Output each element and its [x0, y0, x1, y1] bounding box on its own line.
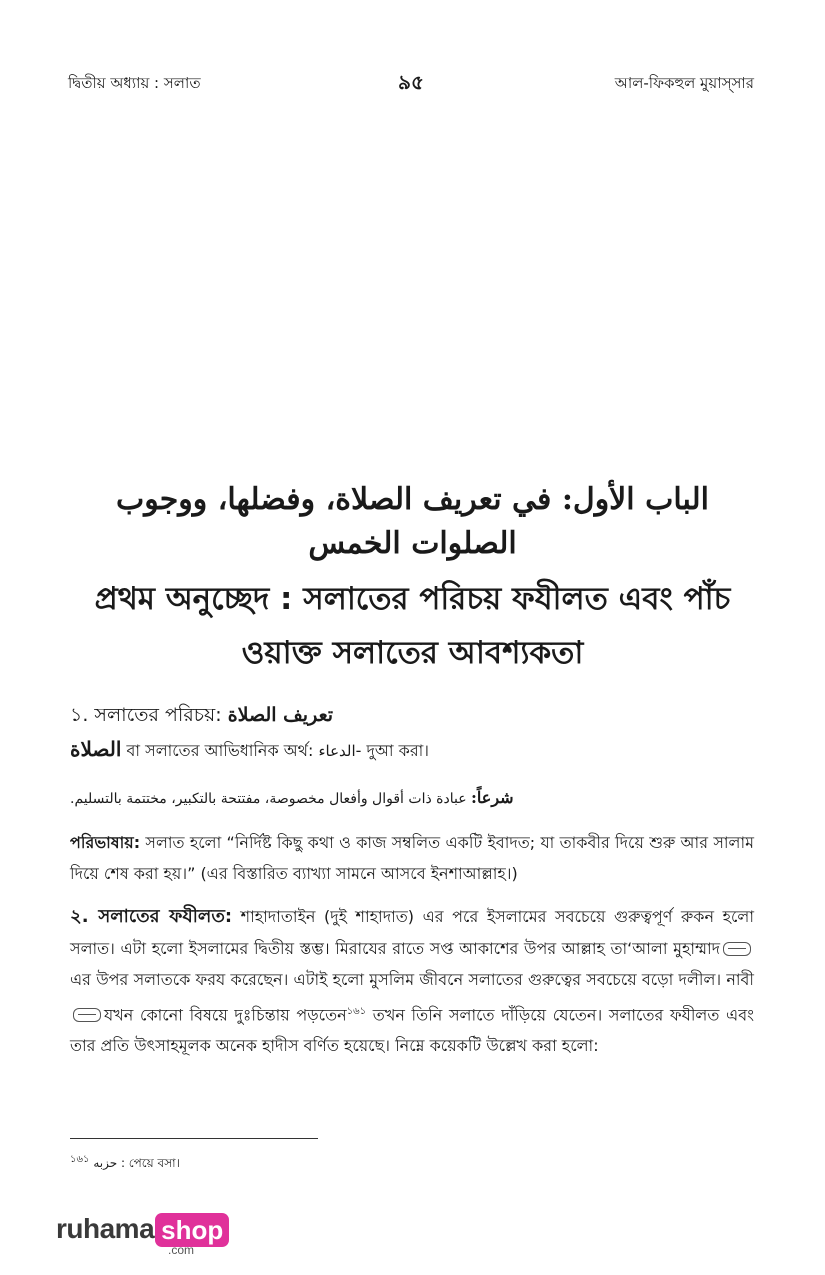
- page-number: ৯৫: [398, 70, 424, 94]
- body-text: [70, 700, 754, 1062]
- virtue-text-3: যখন কোনো বিষয়ে দুঃচিন্তায় পড়তেন: [104, 1004, 347, 1024]
- ruhamashop-logo[interactable]: [56, 1213, 229, 1263]
- virtue-text-2: এর উপর সলাতকে ফরয করেছেন। এটাই হলো মুসলিম জীবনে সলাতের গুরুত্বের সবচেয়ে বড়ো দলীল। নাবী: [70, 970, 754, 989]
- lexical-text: বা সলাতের আভিধানিক অর্থ:: [121, 741, 319, 760]
- subsection-title: [70, 700, 754, 730]
- subsection-title-bn: ১. সলাতের পরিচয়:: [70, 704, 222, 726]
- salawat-icon: [73, 1008, 101, 1022]
- logo-text-ruhama: ruhama: [56, 1213, 155, 1244]
- logo-text-shop: shop: [155, 1213, 229, 1247]
- logo-text-com: .com: [168, 1243, 195, 1257]
- subsection-title-ar: تعريف الصلاة: [227, 704, 334, 726]
- footnote-text: : পেয়ে বসা।: [117, 1156, 180, 1170]
- shara-definition: [70, 784, 754, 813]
- footnote-ref[interactable]: ১৬১: [346, 1005, 367, 1017]
- page-header: [68, 66, 754, 96]
- chapter-title: দ্বিতীয় অধ্যায় : সলাত: [68, 74, 201, 92]
- heading-bengali-line2: ওয়াক্ত সলাতের আবশ্যকতা: [241, 635, 584, 671]
- heading-bengali: [60, 572, 765, 680]
- lexical-arabic-meaning: الدعاء: [318, 742, 356, 760]
- heading-bengali-line1: প্রথম অনুচ্ছেদ : সলাতের পরিচয় ফযীলত এবং পাঁচ: [94, 581, 731, 617]
- footnote-number: ১৬১: [70, 1154, 90, 1165]
- virtue-paragraph: [70, 901, 754, 1062]
- shara-text: عبادة ذات أقوال وأفعال مخصوصة، مفتتحة بالتكبير، مختتمة بالتسليم.: [70, 791, 472, 807]
- lexical-meaning: [70, 734, 754, 766]
- virtue-text-4: তখন তিনি সলাতে দাঁড়িয়ে যেতেন। সলাতের ফযীলত এবং তার প্রতি উৎসাহমূলক অনেক হাদীস বর্ণিত হয়েছে। নিম্নে কয়েকটি উল্লেখ করা হলো:: [70, 1004, 755, 1056]
- footnote-arabic: حزبه: [93, 1156, 118, 1170]
- definition-label: পরিভাষায়:: [70, 833, 141, 852]
- salawat-icon: [723, 942, 751, 956]
- definition-text: সলাত হলো “নির্দিষ্ট কিছু কথা ও কাজ সম্বলিত একটি ইবাদত; যা তাকবীর দিয়ে শুরু আর সালাম দিয়ে শেষ করা হয়।” (এর বিস্তারিত ব্যাখ্যা সামনে আসবে ইনশাআল্লাহ।): [70, 833, 754, 883]
- lexical-arabic-word: الصلاة: [70, 737, 122, 761]
- footnote: [70, 1152, 180, 1175]
- shara-label: شرعاً:: [471, 788, 514, 807]
- book-title: আল-ফিকহুল মুয়াস্‌সার: [614, 74, 754, 92]
- virtue-text-1: শাহাদাতাইন (দুই শাহাদাত) এর পরে ইসলামের সবচেয়ে গুরুত্বপূর্ণ রুকন হলো সলাত। এটা হলো ইসলামের দ্বিতীয় স্তম্ভ। মিরাযের রাতে সপ্ত আকাশের উপর আল্লাহ তা‘আলা মুহাম্মাদ: [70, 907, 754, 958]
- virtue-label: ২. সলাতের ফযীলত:: [70, 906, 233, 927]
- lexical-meaning-bn: - দুআ করা।: [355, 741, 430, 760]
- technical-definition: [70, 827, 754, 889]
- section-heading: [60, 478, 765, 680]
- heading-arabic: الباب الأول: في تعريف الصلاة، وفضلها، ووجوب الصلوات الخمس: [116, 482, 709, 561]
- footnote-divider: [70, 1138, 318, 1139]
